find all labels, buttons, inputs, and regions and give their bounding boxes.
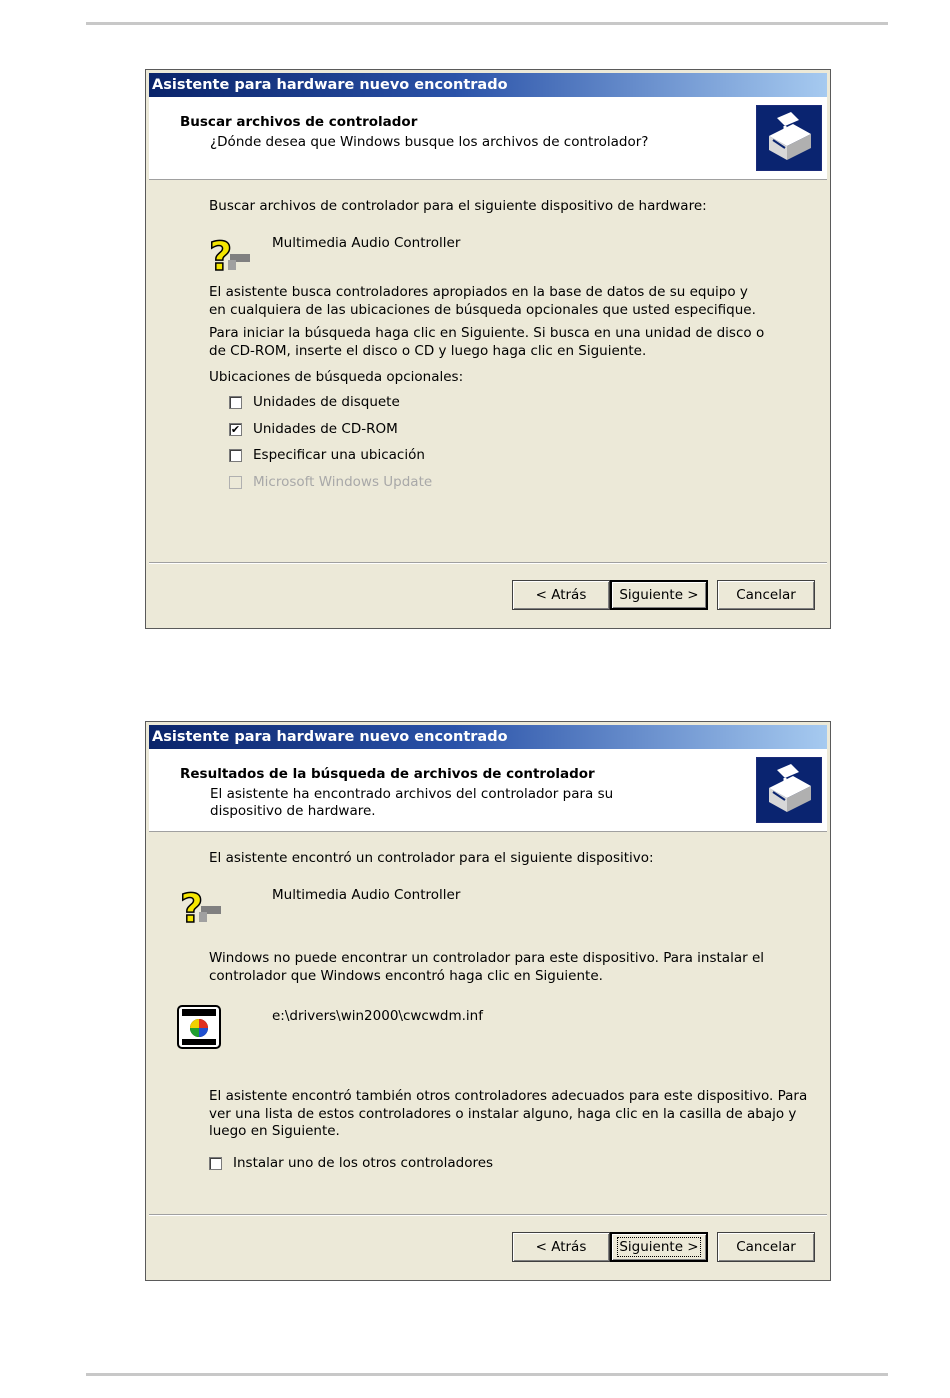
install-other-checkbox[interactable] bbox=[209, 1157, 222, 1170]
next-button[interactable]: Siguiente > bbox=[610, 1232, 708, 1262]
description-paragraph-2: Para iniciar la búsqueda haga clic en Siguiente. Si busca en una unidad de disco o de CD-ROM, inserte el disco o CD y luego haga clic en Siguiente. bbox=[209, 325, 765, 359]
cdrom-checkbox[interactable]: ✔ bbox=[230, 422, 241, 436]
option-cdrom[interactable] bbox=[229, 420, 398, 438]
option-specify-location[interactable] bbox=[229, 446, 425, 464]
back-button[interactable]: < Atrás bbox=[512, 1232, 610, 1262]
description-paragraph-1: El asistente busca controladores apropiados en la base de datos de su equipo y en cualquiera de las ubicaciones de búsqueda opcionales que usted especifique. bbox=[209, 284, 756, 318]
wizard-header bbox=[149, 749, 827, 832]
page-bottom-rule bbox=[86, 1373, 888, 1376]
options-label: Ubicaciones de búsqueda opcionales: bbox=[209, 369, 464, 385]
unknown-device-question-icon bbox=[206, 230, 252, 276]
cancel-button[interactable]: Cancelar bbox=[717, 1232, 815, 1262]
back-button[interactable]: < Atrás bbox=[512, 580, 610, 610]
option-floppy[interactable] bbox=[229, 393, 400, 411]
next-button[interactable]: Siguiente > bbox=[610, 580, 708, 610]
description-paragraph-2: El asistente encontró también otros controladores adecuados para este dispositivo. Para ver una lista de estos controladores o instalar alguno, haga clic en la casilla de abajo y luego en Siguiente. bbox=[209, 1088, 808, 1139]
specify-location-checkbox[interactable] bbox=[229, 449, 242, 462]
floppy-label: Unidades de disquete bbox=[253, 394, 400, 410]
header-subtitle: El asistente ha encontrado archivos del controlador para su dispositivo de hardware. bbox=[210, 786, 614, 819]
windows-update-checkbox bbox=[229, 476, 242, 489]
hardware-wizard-icon bbox=[756, 105, 822, 171]
intro-text: El asistente encontró un controlador para el siguiente dispositivo: bbox=[209, 850, 654, 866]
footer-separator bbox=[149, 562, 827, 564]
specify-location-label: Especificar una ubicación bbox=[253, 447, 425, 463]
header-title: Resultados de la búsqueda de archivos de controlador bbox=[180, 766, 595, 782]
wizard-dialog-results bbox=[145, 721, 831, 1281]
page-top-rule bbox=[86, 22, 888, 25]
wizard-header bbox=[149, 97, 827, 180]
cancel-button[interactable]: Cancelar bbox=[717, 580, 815, 610]
driver-path: e:\drivers\win2000\cwcwdm.inf bbox=[272, 1008, 483, 1024]
dialog-title[interactable]: Asistente para hardware nuevo encontrado bbox=[149, 73, 827, 97]
option-windows-update bbox=[229, 473, 432, 491]
device-name: Multimedia Audio Controller bbox=[272, 235, 461, 251]
header-title: Buscar archivos de controlador bbox=[180, 114, 418, 130]
header-subtitle: ¿Dónde desea que Windows busque los archivos de controlador? bbox=[210, 134, 649, 150]
wizard-dialog-search bbox=[145, 69, 831, 629]
hardware-wizard-icon bbox=[756, 757, 822, 823]
windows-update-label: Microsoft Windows Update bbox=[253, 474, 433, 490]
footer-separator bbox=[149, 1214, 827, 1216]
option-install-other[interactable] bbox=[209, 1154, 493, 1172]
dialog-title[interactable]: Asistente para hardware nuevo encontrado bbox=[149, 725, 827, 749]
device-name: Multimedia Audio Controller bbox=[272, 887, 461, 903]
cdrom-label: Unidades de CD-ROM bbox=[253, 421, 398, 437]
floppy-checkbox[interactable] bbox=[229, 396, 242, 409]
install-other-label: Instalar uno de los otros controladores bbox=[233, 1155, 494, 1171]
svg-text:?: ? bbox=[209, 234, 233, 276]
intro-text: Buscar archivos de controlador para el siguiente dispositivo de hardware: bbox=[209, 198, 707, 214]
description-paragraph-1: Windows no puede encontrar un controlador para este dispositivo. Para instalar el controlador que Windows encontró haga clic en Siguiente. bbox=[209, 950, 764, 984]
svg-text:?: ? bbox=[180, 886, 204, 928]
certified-driver-icon bbox=[177, 1005, 221, 1049]
unknown-device-question-icon bbox=[177, 882, 223, 928]
